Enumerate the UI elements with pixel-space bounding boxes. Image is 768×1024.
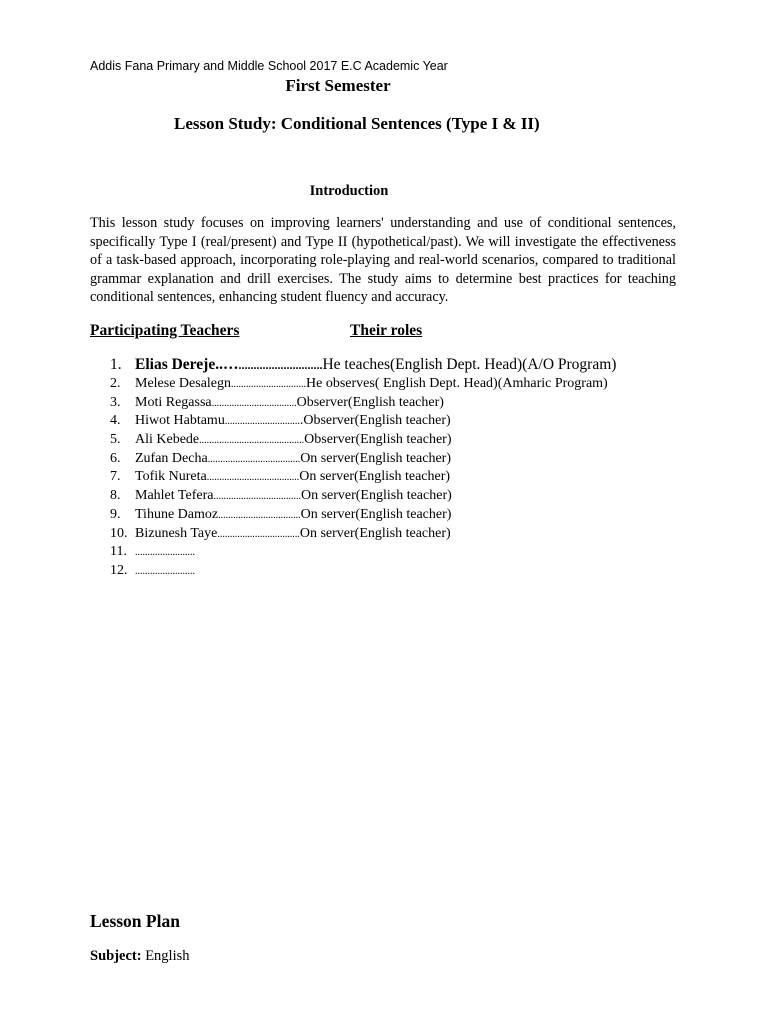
subject-line (90, 948, 190, 965)
list-item (110, 543, 616, 562)
dot-leader: ..................................... (207, 453, 301, 465)
teacher-role: On server(English teacher) (300, 450, 452, 466)
dot-leader: ........................ (135, 547, 195, 559)
teacher-role: On server(English teacher) (299, 525, 451, 541)
introduction-paragraph: This lesson study focuses on improving learners' understanding and use of conditional sentences, specifically Type I (real/present) and Type II (hypothetical/past). We will investigate the effectiveness of a task-based approach, incorporating role-playing and real-world scenarios, compared to traditional grammar explanation and drill exercises. The study aims to determine best practices for teaching conditional sentences, enhancing student fluency and accuracy. (90, 215, 676, 306)
item-number: 8. (110, 488, 121, 504)
lesson-plan-heading: Lesson Plan (90, 911, 180, 931)
item-number: 10. (110, 525, 128, 541)
list-item (110, 487, 616, 506)
teacher-name: Moti Regassa (135, 394, 212, 410)
item-number: 2. (110, 376, 121, 391)
teacher-role: He observes( English Dept. Head)(Amharic Program) (306, 376, 608, 391)
introduction-heading: Introduction (309, 183, 389, 199)
teacher-role: On server(English teacher) (299, 469, 451, 485)
their-roles-heading: Their roles (350, 322, 423, 339)
teacher-name: Tofik Nureta (135, 469, 207, 485)
subject-label: Subject: (90, 948, 142, 964)
dot-leader: ................................. (218, 509, 301, 521)
teacher-role: On server(English teacher) (300, 506, 452, 522)
item-number: 3. (110, 394, 121, 410)
dot-leader: .............................. (231, 379, 307, 390)
dot-leader: ................................. (217, 528, 300, 540)
teacher-name: Elias Dereje..… (135, 356, 239, 373)
teacher-name: Bizunesh Taye (135, 525, 218, 541)
teacher-name: Melese Desalegn (135, 376, 232, 391)
teacher-name: Mahlet Tefera (135, 488, 214, 504)
teacher-role: Observer(English teacher) (304, 432, 452, 448)
dot-leader: .............................. (224, 416, 300, 428)
item-number: 5. (110, 432, 121, 448)
list-item (110, 562, 616, 581)
school-header: Addis Fana Primary and Middle School 2017 E.C Academic Year (90, 59, 448, 73)
list-item (110, 506, 616, 525)
dot-leader: .................................. (211, 397, 297, 409)
dot-leader: ................................... (213, 491, 301, 503)
list-item (110, 375, 616, 394)
dot-leader: ..................................... (206, 472, 300, 484)
list-item (110, 431, 616, 450)
item-number: 6. (110, 450, 121, 466)
teacher-role: .Observer(English teacher) (299, 413, 451, 429)
item-number: 7. (110, 469, 121, 485)
list-item (110, 354, 616, 375)
teacher-name: Zufan Decha (135, 450, 208, 466)
list-item (110, 450, 616, 469)
teacher-name: Hiwot Habtamu (135, 413, 225, 429)
item-number: 12. (110, 562, 128, 578)
list-item (110, 412, 616, 431)
teacher-role: Observer(English teacher) (296, 394, 444, 410)
item-number: 1. (110, 356, 122, 373)
subject-value: English (141, 948, 190, 964)
dot-leader: .......................................... (199, 435, 305, 447)
dot-leader: ............................ (238, 358, 323, 372)
item-number: 9. (110, 506, 121, 522)
teacher-name: Ali Kebede (135, 432, 200, 448)
semester-title: First Semester (285, 76, 391, 95)
teacher-role: On server(English teacher) (300, 488, 452, 504)
teacher-role: He teaches(English Dept. Head)(A/O Program) (322, 356, 617, 373)
item-number: 4. (110, 413, 121, 429)
teacher-name: Tihune Damoz (135, 506, 219, 522)
item-number: 11. (110, 544, 127, 560)
list-item (110, 394, 616, 413)
list-item (110, 468, 616, 487)
dot-leader: ........................ (135, 565, 195, 577)
list-item (110, 525, 616, 544)
lesson-title: Lesson Study: Conditional Sentences (Type I & II) (174, 114, 540, 133)
participating-teachers-heading: Participating Teachers (90, 322, 240, 339)
teacher-list (110, 354, 616, 581)
